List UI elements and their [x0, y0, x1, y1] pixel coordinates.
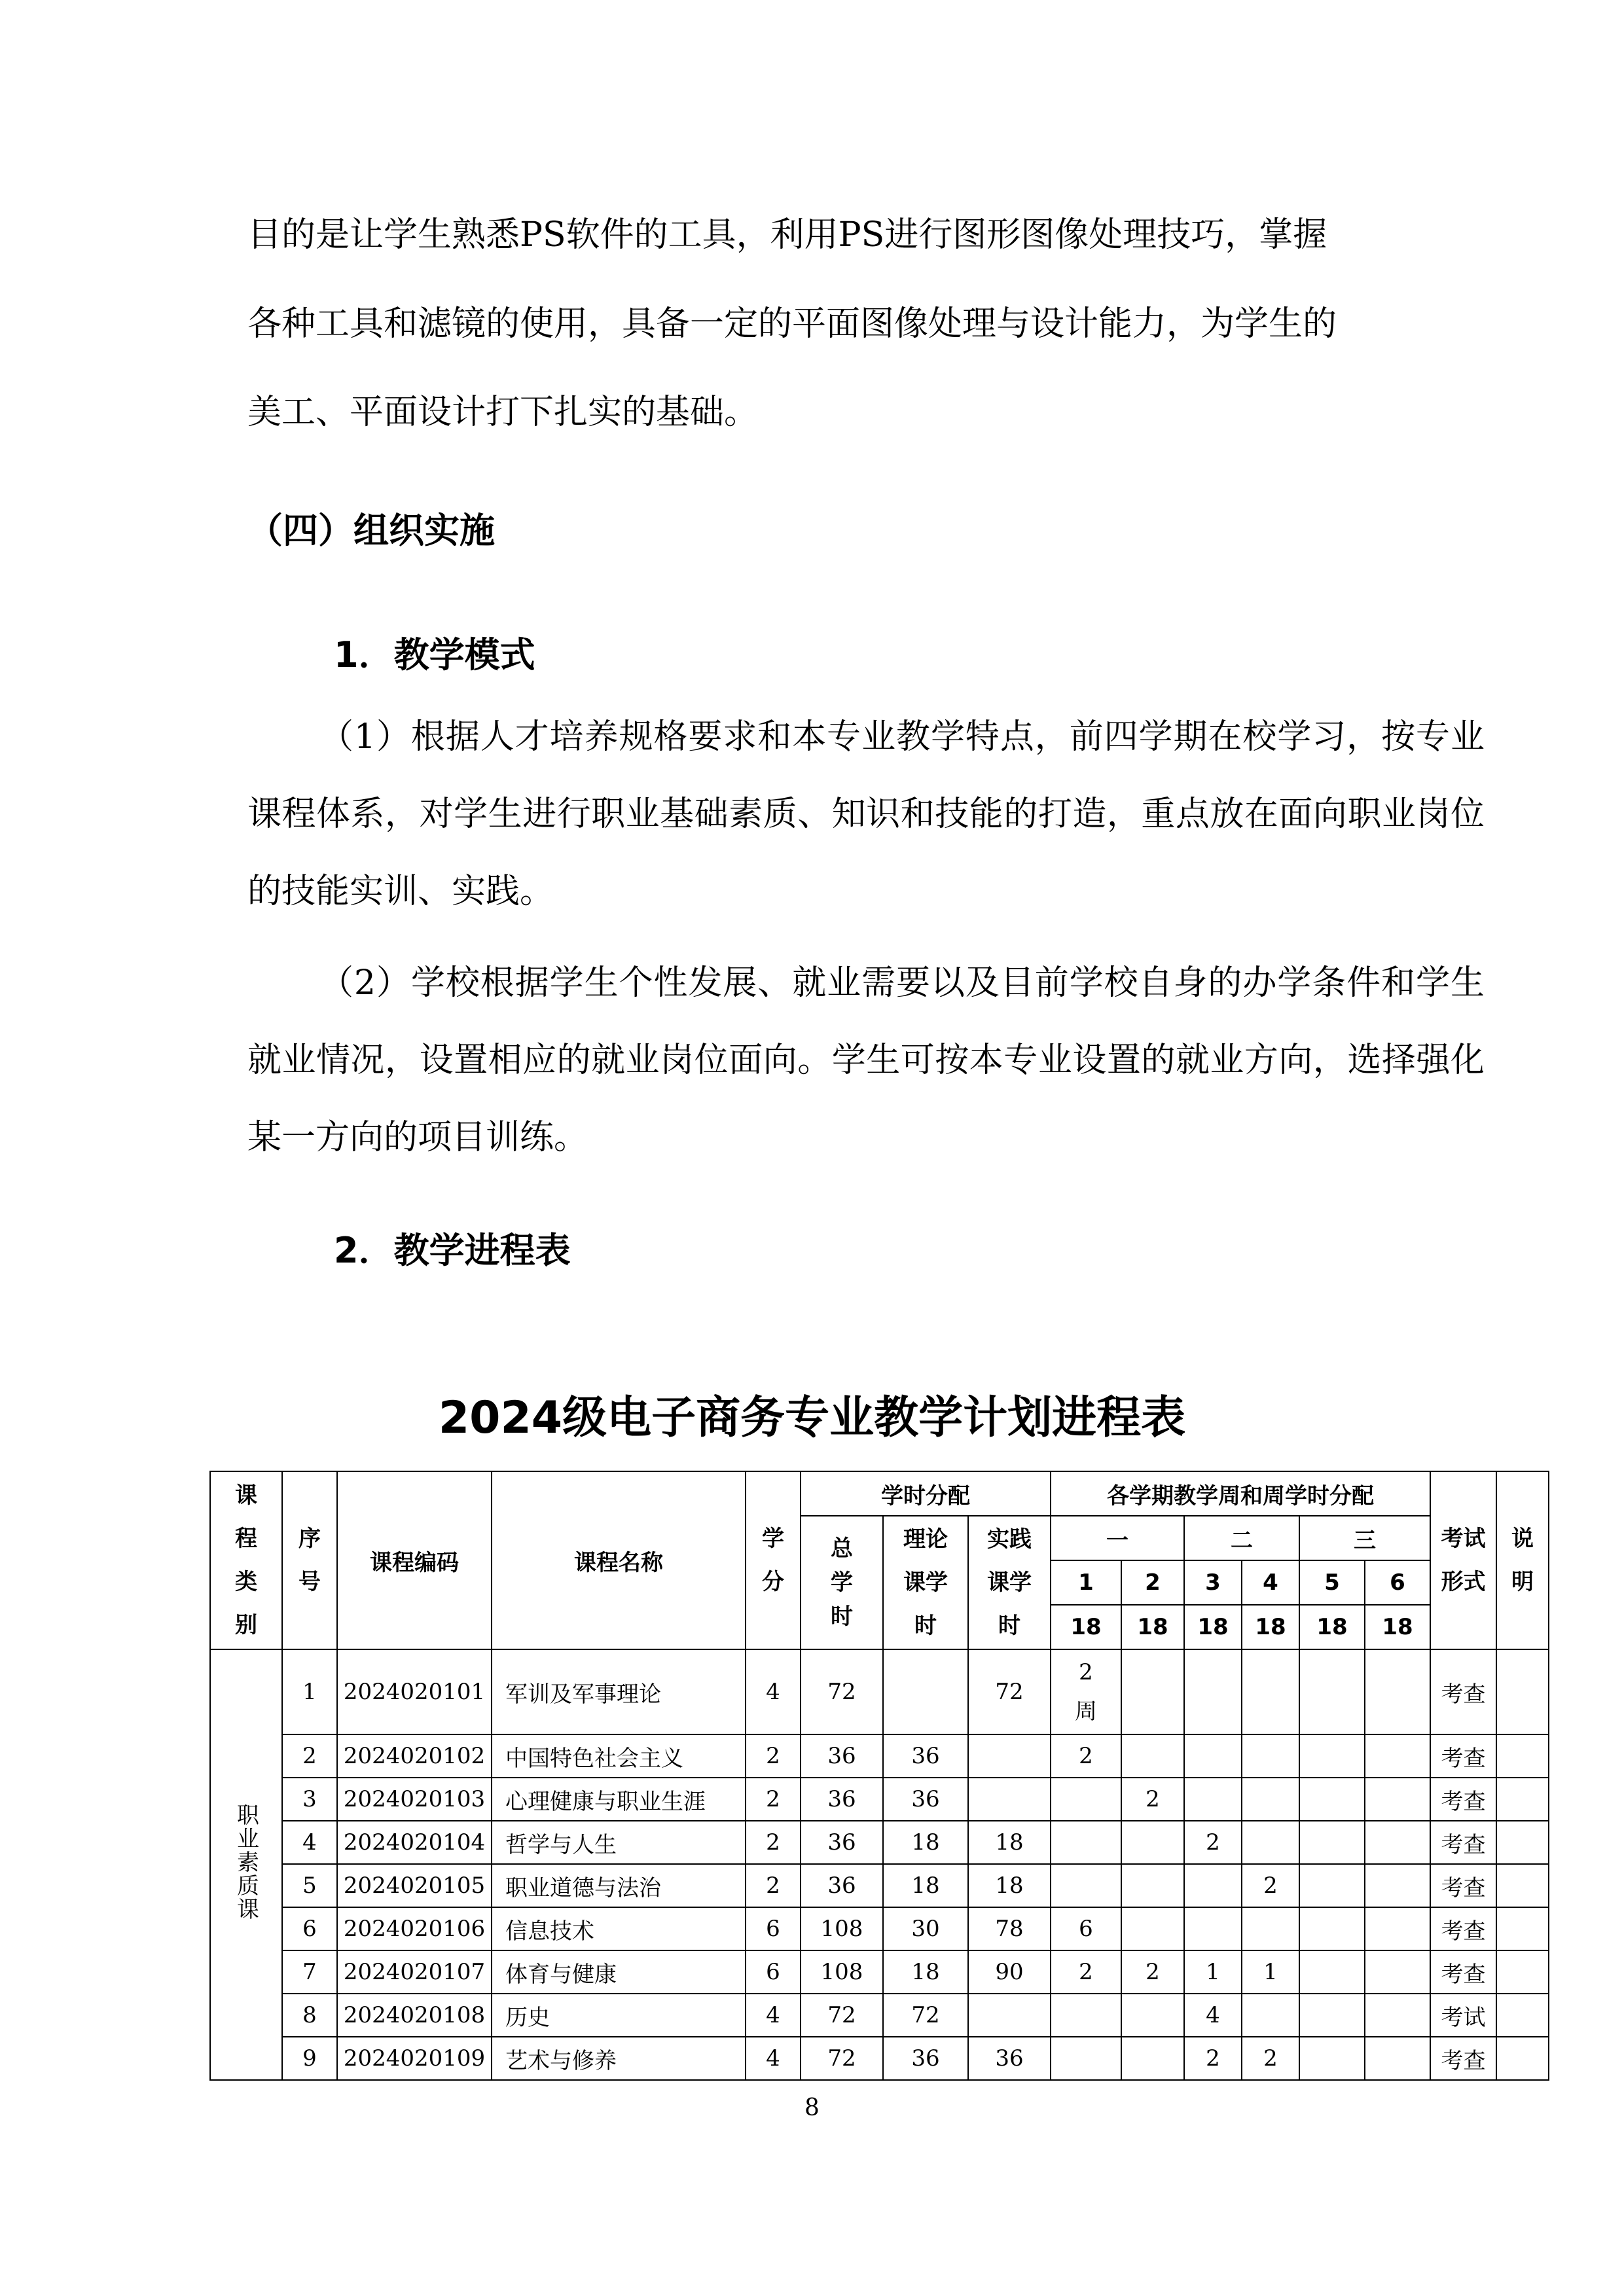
header-semester-1: 1: [1051, 1560, 1121, 1605]
cell-s5: [1299, 1734, 1365, 1778]
cell-name: 中国特色社会主义: [492, 1734, 746, 1778]
cell-s1: [1051, 1821, 1121, 1864]
cell-name: 职业道德与法治: [492, 1864, 746, 1907]
cell-seq: 2: [282, 1734, 337, 1778]
cell-seq: 9: [282, 2037, 337, 2080]
cell-theory: 72: [883, 1994, 968, 2037]
header-total-hours: 总 学 时: [801, 1516, 883, 1649]
cell-note: [1496, 1649, 1549, 1734]
cell-note: [1496, 1778, 1549, 1821]
cell-code: 2024020109: [337, 2037, 492, 2080]
cell-s6: [1365, 2037, 1430, 2080]
table-row: [210, 1907, 1549, 1950]
cell-s1: 6: [1051, 1907, 1121, 1950]
cell-note: [1496, 1950, 1549, 1994]
table-title: 2024级电子商务专业教学计划进程表: [438, 1392, 1186, 1444]
category-cell: [210, 1649, 282, 2080]
cell-theory: 36: [883, 2037, 968, 2080]
cell-practice: 18: [968, 1821, 1051, 1864]
header-weeks-4: 18: [1242, 1605, 1299, 1649]
cell-s6: [1365, 1734, 1430, 1778]
cell-theory: 18: [883, 1864, 968, 1907]
cell-s6: [1365, 1907, 1430, 1950]
cell-total: 72: [801, 1649, 883, 1734]
cell-seq: 4: [282, 1821, 337, 1864]
cell-s3: [1184, 1907, 1242, 1950]
cell-theory: 18: [883, 1950, 968, 1994]
header-year-2: 二: [1184, 1516, 1299, 1560]
cell-note: [1496, 1734, 1549, 1778]
cell-practice: 18: [968, 1864, 1051, 1907]
header-semester-5: 5: [1299, 1560, 1365, 1605]
category-label: 职业素质课: [232, 1803, 259, 1921]
cell-s4: [1242, 1778, 1299, 1821]
cell-credit: 4: [746, 2037, 801, 2080]
cell-seq: 6: [282, 1907, 337, 1950]
cell-s6: [1365, 1950, 1430, 1994]
cell-exam: 考查: [1430, 1950, 1496, 1994]
cell-s6: [1365, 1778, 1430, 1821]
table-row: [210, 1950, 1549, 1994]
cell-name: 军训及军事理论: [492, 1649, 746, 1734]
cell-code: 2024020102: [337, 1734, 492, 1778]
cell-practice: 36: [968, 2037, 1051, 2080]
cell-credit: 6: [746, 1907, 801, 1950]
cell-name: 艺术与修养: [492, 2037, 746, 2080]
header-exam: 考试 形式: [1430, 1471, 1496, 1649]
cell-s3: [1184, 1778, 1242, 1821]
section-heading: （四）组织实施: [247, 510, 495, 551]
cell-s5: [1299, 1649, 1365, 1734]
cell-total: 36: [801, 1778, 883, 1821]
header-weeks-6: 18: [1365, 1605, 1430, 1649]
cell-s1: [1051, 1864, 1121, 1907]
cell-s4: [1242, 1649, 1299, 1734]
header-hours-group: 学时分配: [801, 1471, 1051, 1516]
cell-s2: [1121, 1994, 1184, 2037]
cell-s1: [1051, 1778, 1121, 1821]
header-practice-hours: 实践 课学 时: [968, 1516, 1051, 1649]
cell-note: [1496, 1907, 1549, 1950]
cell-practice: [968, 1778, 1051, 1821]
cell-exam: 考查: [1430, 1864, 1496, 1907]
cell-s3: 2: [1184, 1821, 1242, 1864]
paragraph-teaching-mode-1: （1）根据人才培养规格要求和本专业教学特点，前四学期在校学习，按专业课程体系，对学生进行职业基础素质、知识和技能的打造，重点放在面向职业岗位的技能实训、实践。: [247, 717, 1485, 911]
cell-total: 36: [801, 1864, 883, 1907]
cell-s3: [1184, 1864, 1242, 1907]
header-year-3: 三: [1299, 1516, 1430, 1560]
cell-code: 2024020105: [337, 1864, 492, 1907]
cell-theory: 30: [883, 1907, 968, 1950]
header-category: 课 程 类 别: [210, 1471, 282, 1649]
cell-theory: 36: [883, 1734, 968, 1778]
table-row: [210, 1734, 1549, 1778]
cell-total: 72: [801, 1994, 883, 2037]
cell-s2: [1121, 1649, 1184, 1734]
header-semester-4: 4: [1242, 1560, 1299, 1605]
cell-name: 心理健康与职业生涯: [492, 1778, 746, 1821]
header-code: 课程编码: [337, 1471, 492, 1649]
cell-total: 108: [801, 1950, 883, 1994]
cell-exam: 考查: [1430, 2037, 1496, 2080]
cell-s5: [1299, 1950, 1365, 1994]
cell-s4: [1242, 1821, 1299, 1864]
table-row: [210, 1649, 1549, 1734]
cell-note: [1496, 1994, 1549, 2037]
cell-s1: 2: [1051, 1734, 1121, 1778]
cell-theory: [883, 1649, 968, 1734]
cell-s4: [1242, 1907, 1299, 1950]
cell-practice: 78: [968, 1907, 1051, 1950]
cell-seq: 1: [282, 1649, 337, 1734]
cell-credit: 2: [746, 1821, 801, 1864]
cell-total: 108: [801, 1907, 883, 1950]
cell-exam: 考查: [1430, 1907, 1496, 1950]
cell-s4: [1242, 1994, 1299, 2037]
page-number: 8: [804, 2094, 820, 2121]
intro-line-1: 目的是让学生熟悉PS软件的工具，利用PS进行图形图像处理技巧，掌握: [247, 215, 1327, 255]
cell-note: [1496, 1864, 1549, 1907]
teaching-plan-table: [209, 1471, 1549, 2081]
subsection-heading-schedule: 2．教学进程表: [334, 1230, 571, 1271]
paragraph-teaching-mode-2: （2）学校根据学生个性发展、就业需要以及目前学校自身的办学条件和学生就业情况，设置相应的就业岗位面向。学生可按本专业设置的就业方向，选择强化某一方向的项目训练。: [247, 963, 1485, 1157]
cell-s2: [1121, 1821, 1184, 1864]
table-row: [210, 1778, 1549, 1821]
header-year-1: 一: [1051, 1516, 1184, 1560]
cell-credit: 2: [746, 1864, 801, 1907]
cell-s6: [1365, 1821, 1430, 1864]
cell-credit: 2: [746, 1778, 801, 1821]
header-seq: 序 号: [282, 1471, 337, 1649]
header-weeks-5: 18: [1299, 1605, 1365, 1649]
cell-note: [1496, 2037, 1549, 2080]
cell-s6: [1365, 1994, 1430, 2037]
intro-line-3: 美工、平面设计打下扎实的基础。: [247, 393, 759, 432]
cell-code: 2024020108: [337, 1994, 492, 2037]
cell-code: 2024020106: [337, 1907, 492, 1950]
cell-name: 体育与健康: [492, 1950, 746, 1994]
cell-s5: [1299, 1994, 1365, 2037]
cell-seq: 5: [282, 1864, 337, 1907]
table-body: [210, 1649, 1549, 2080]
cell-seq: 7: [282, 1950, 337, 1994]
cell-credit: 4: [746, 1649, 801, 1734]
cell-s3: [1184, 1649, 1242, 1734]
cell-s4: 1: [1242, 1950, 1299, 1994]
cell-code: 2024020101: [337, 1649, 492, 1734]
header-credit: 学 分: [746, 1471, 801, 1649]
cell-s2: [1121, 1907, 1184, 1950]
cell-s3: [1184, 1734, 1242, 1778]
header-semester-2: 2: [1121, 1560, 1184, 1605]
cell-exam: 考查: [1430, 1821, 1496, 1864]
table-row: [210, 1864, 1549, 1907]
cell-name: 哲学与人生: [492, 1821, 746, 1864]
cell-s2: [1121, 1734, 1184, 1778]
cell-credit: 4: [746, 1994, 801, 2037]
cell-s4: 2: [1242, 2037, 1299, 2080]
header-name: 课程名称: [492, 1471, 746, 1649]
intro-line-2: 各种工具和滤镜的使用，具备一定的平面图像处理与设计能力，为学生的: [247, 304, 1337, 344]
subsection-heading-teaching-mode: 1．教学模式: [334, 634, 535, 675]
cell-s2: 2: [1121, 1950, 1184, 1994]
table-row: [210, 1821, 1549, 1864]
cell-s6: [1365, 1649, 1430, 1734]
cell-s5: [1299, 1821, 1365, 1864]
cell-s5: [1299, 1778, 1365, 1821]
cell-total: 36: [801, 1821, 883, 1864]
header-semester-3: 3: [1184, 1560, 1242, 1605]
cell-code: 2024020103: [337, 1778, 492, 1821]
cell-theory: 36: [883, 1778, 968, 1821]
cell-practice: [968, 1994, 1051, 2037]
cell-s5: [1299, 1907, 1365, 1950]
cell-s4: [1242, 1734, 1299, 1778]
cell-s1: 2: [1051, 1950, 1121, 1994]
cell-code: 2024020104: [337, 1821, 492, 1864]
cell-exam: 考试: [1430, 1994, 1496, 2037]
cell-exam: 考查: [1430, 1778, 1496, 1821]
cell-name: 历史: [492, 1994, 746, 2037]
cell-s3: 1: [1184, 1950, 1242, 1994]
cell-s3: 4: [1184, 1994, 1242, 2037]
header-theory-hours: 理论 课学 时: [883, 1516, 968, 1649]
cell-exam: 考查: [1430, 1734, 1496, 1778]
cell-exam: 考查: [1430, 1649, 1496, 1734]
cell-s2: [1121, 1864, 1184, 1907]
cell-note: [1496, 1821, 1549, 1864]
header-weeks-2: 18: [1121, 1605, 1184, 1649]
cell-s5: [1299, 2037, 1365, 2080]
cell-s3: 2: [1184, 2037, 1242, 2080]
cell-theory: 18: [883, 1821, 968, 1864]
cell-practice: 72: [968, 1649, 1051, 1734]
cell-seq: 8: [282, 1994, 337, 2037]
cell-seq: 3: [282, 1778, 337, 1821]
cell-s1: [1051, 2037, 1121, 2080]
cell-s2: 2: [1121, 1778, 1184, 1821]
cell-code: 2024020107: [337, 1950, 492, 1994]
header-weeks-3: 18: [1184, 1605, 1242, 1649]
cell-name: 信息技术: [492, 1907, 746, 1950]
table-row: [210, 1994, 1549, 2037]
cell-s2: [1121, 2037, 1184, 2080]
header-note: 说 明: [1496, 1471, 1549, 1649]
cell-s4: 2: [1242, 1864, 1299, 1907]
header-semester-6: 6: [1365, 1560, 1430, 1605]
cell-s5: [1299, 1864, 1365, 1907]
cell-total: 72: [801, 2037, 883, 2080]
cell-credit: 2: [746, 1734, 801, 1778]
cell-practice: 90: [968, 1950, 1051, 1994]
cell-total: 36: [801, 1734, 883, 1778]
cell-s6: [1365, 1864, 1430, 1907]
cell-practice: [968, 1734, 1051, 1778]
table-row: [210, 2037, 1549, 2080]
cell-credit: 6: [746, 1950, 801, 1994]
header-semester-group: 各学期教学周和周学时分配: [1051, 1471, 1430, 1516]
cell-s1: [1051, 1994, 1121, 2037]
header-weeks-1: 18: [1051, 1605, 1121, 1649]
cell-s1: 2 周: [1051, 1649, 1121, 1734]
